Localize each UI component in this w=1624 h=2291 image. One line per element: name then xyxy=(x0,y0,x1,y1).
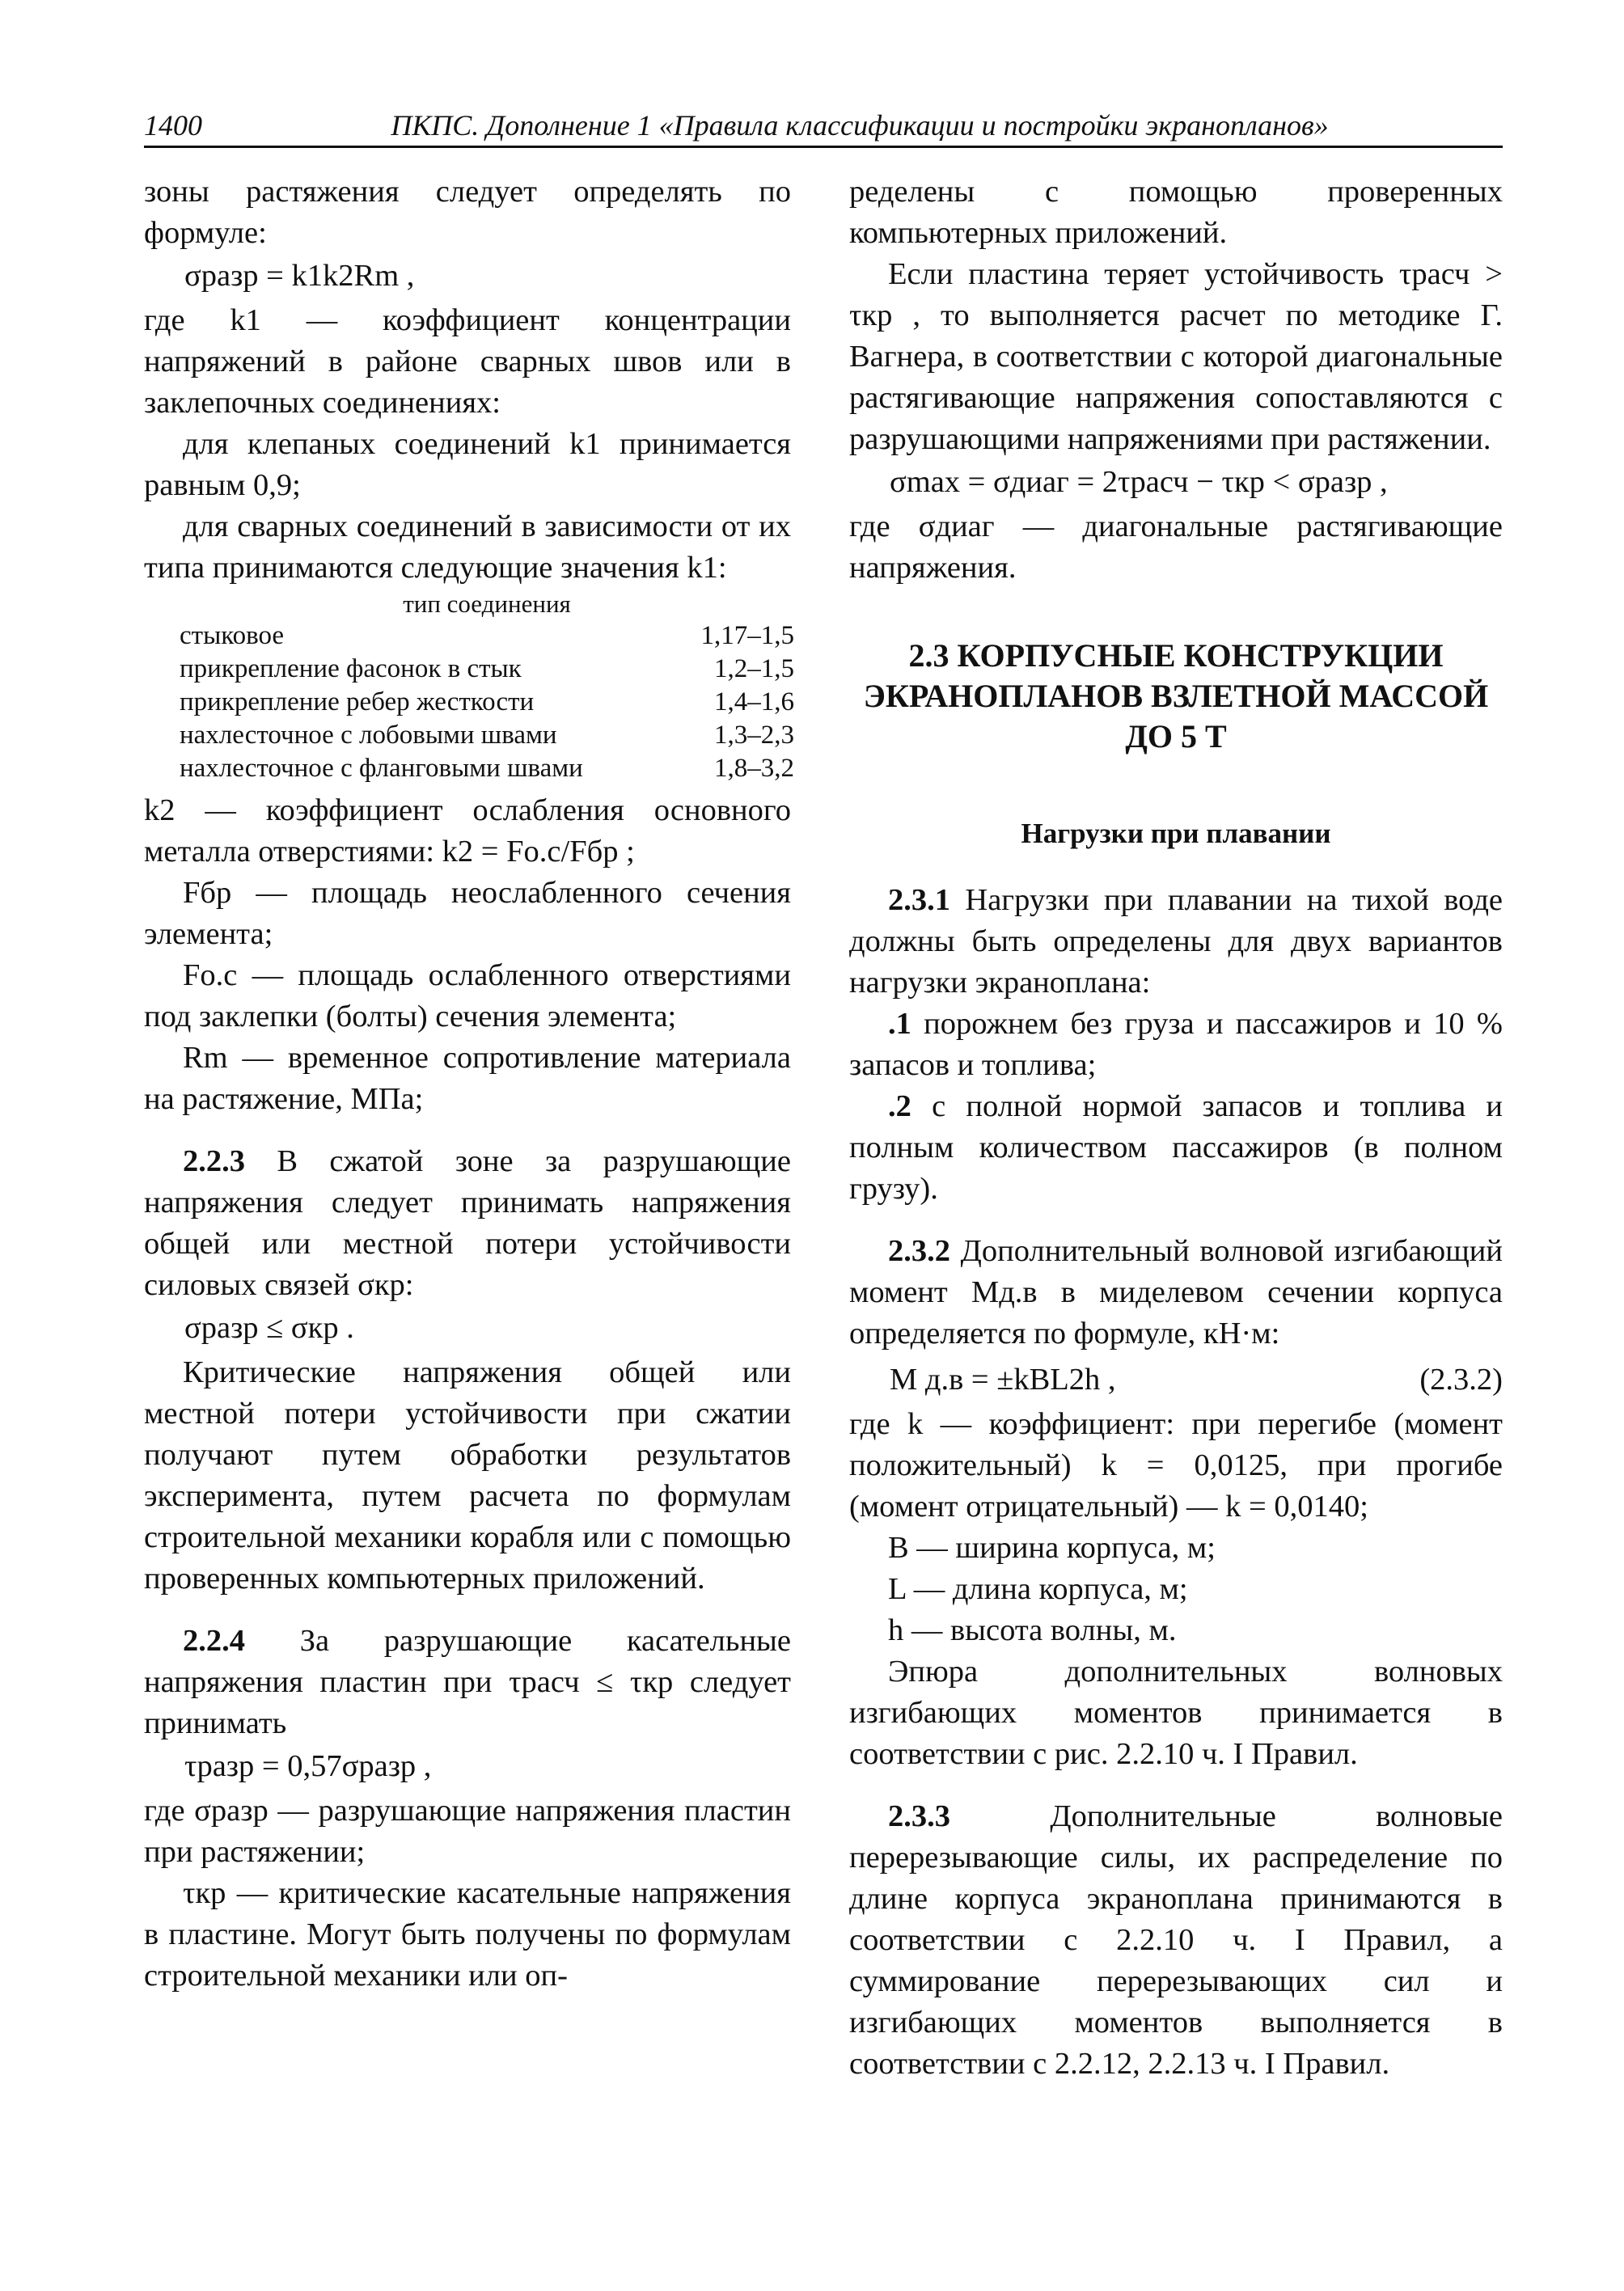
clause-2-3-2 xyxy=(849,1231,1503,1355)
clause-2-2-3 xyxy=(144,1141,791,1306)
joint-type-cell: стыковое xyxy=(180,621,285,650)
right-column xyxy=(849,171,1503,2085)
clause-number: 2.3.2 xyxy=(888,1234,950,1268)
formula-bending-moment xyxy=(849,1359,1503,1401)
clause-text: В сжатой зоне за разрушающие напряжения следует принимать напряжения общей или местной потери устойчивости силовых связей σкр: xyxy=(144,1144,791,1302)
section-title: 2.3 КОРПУСНЫЕ КОНСТРУКЦИИ ЭКРАНОПЛАНОВ ВЗЛЕТНОЙ МАССОЙ ДО 5 Т xyxy=(863,637,1489,755)
paragraph-moment-diagram: Эпюра дополнительных волновых изгибающих моментов принимается в соответствии с рис. 2.2.10 ч. I Правил. xyxy=(849,1655,1503,1771)
item-text: порожнем без груза и пассажиров и 10 % запасов и топлива; xyxy=(849,1007,1503,1082)
table-row xyxy=(180,719,794,752)
paragraph-rm-definition: Rm — временное сопротивление материала на растяжение, МПа; xyxy=(144,1041,791,1116)
item-number: .1 xyxy=(888,1007,911,1041)
formula-sigma-max: σmax = σдиаг = 2τрасч − τкр < σразр , xyxy=(890,465,1388,499)
paragraph-l-definition: L — длина корпуса, м; xyxy=(888,1572,1188,1606)
clause-text: Дополнительный волновой изгибающий момент Mд.в в миделевом сечении корпуса определяется по формуле, кН·м: xyxy=(849,1234,1503,1351)
paragraph-fbr-definition: Fбр — площадь неослабленного сечения элемента; xyxy=(144,876,791,951)
formula-expression: M д.в = ±kBL2h , xyxy=(890,1363,1116,1397)
clause-number: 2.3.1 xyxy=(888,883,950,917)
k1-value-cell: 1,3–2,3 xyxy=(714,721,794,750)
table-row xyxy=(180,686,794,719)
left-column xyxy=(144,171,794,1997)
table-row xyxy=(180,653,794,686)
clause-text: Нагрузки при плавании на тихой воде должны быть определены для двух вариантов нагрузки экраноплана: xyxy=(849,883,1503,1000)
formula-sigma-razr: σразр = k1k2Rm , xyxy=(184,259,415,293)
paragraph-k1-definition: где k1 — коэффициент концентрации напряжений в районе сварных швов или в заклепочных соединениях: xyxy=(144,303,791,420)
paragraph-sigma-diag-definition: где σдиаг — диагональные растягивающие напряжения. xyxy=(849,509,1503,585)
k1-value-cell: 1,17–1,5 xyxy=(700,621,794,650)
formula-sigma-kr: σразр ≤ σкр . xyxy=(184,1311,354,1345)
k1-value-cell: 1,2–1,5 xyxy=(714,654,794,683)
table-caption: тип соединения xyxy=(403,590,571,618)
paragraph-riveted-joints: для клепаных соединений k1 принимается равным 0,9; xyxy=(144,427,791,502)
table-row xyxy=(180,619,794,653)
paragraph-k2-definition: k2 — коэффициент ослабления основного металла отверстиями: k2 = Fо.с/Fбр ; xyxy=(144,793,791,869)
joint-type-cell: нахлесточное с фланговыми швами xyxy=(180,754,583,783)
clause-2-3-3 xyxy=(849,1796,1503,2085)
subsection-title: Нагрузки при плавании xyxy=(1021,818,1331,849)
item-number: .2 xyxy=(888,1089,911,1123)
paragraph-foc-definition: Fо.с — площадь ослабленного отверстиями под заклепки (болты) сечения элемента; xyxy=(144,958,791,1033)
joint-type-table xyxy=(180,589,794,785)
table-row xyxy=(180,752,794,785)
paragraph-critical-stresses: Критические напряжения общей или местной потери устойчивости при сжатии получают путем обработки результатов эксперимента, путем расчета по формулам строительной механики корабля или с помощью проверенных компьютерных приложений. xyxy=(144,1355,791,1596)
running-header xyxy=(144,102,1503,148)
clause-number: 2.2.3 xyxy=(183,1144,245,1178)
page-number: 1400 xyxy=(144,109,202,142)
paragraph-tau-kr-definition: τкр — критические касательные напряжения в пластине. Могут быть получены по формулам строительной механики или оп- xyxy=(144,1876,791,1993)
paragraph-welded-joints: для сварных соединений в зависимости от их типа принимаются следующие значения k1: xyxy=(144,509,791,585)
clause-2-2-4 xyxy=(144,1621,791,1744)
paragraph-b-definition: B — ширина корпуса, м; xyxy=(888,1531,1216,1565)
item-text: с полной нормой запасов и топлива и полным количеством пассажиров (в полном грузу). xyxy=(849,1089,1503,1206)
formula-number: (2.3.2) xyxy=(1419,1363,1503,1397)
k1-value-cell: 1,4–1,6 xyxy=(714,687,794,716)
paragraph-h-definition: h — высота волны, м. xyxy=(888,1613,1177,1647)
clause-number: 2.2.4 xyxy=(183,1624,245,1658)
paragraph-wagner-method: Если пластина теряет устойчивость τрасч > τкр , то выполняется расчет по методике Г. Вагнера, в соответствии с которой диагональные растягивающие напряжения сопоставляются с разрушающими напряжениями при растяжении. xyxy=(849,257,1503,456)
paragraph-tension-zone: зоны растяжения следует определять по формуле: xyxy=(144,175,791,250)
joint-type-cell: прикрепление ребер жесткости xyxy=(180,687,535,716)
clause-text: Дополнительные волновые перерезывающие силы, их распределение по длине корпуса экраноплана принимаются в соответствии с 2.2.10 ч. I Правил, а суммирование перерезывающих сил и изгибающих моментов выполняется в соответствии с 2.2.12, 2.2.13 ч. I Правил. xyxy=(849,1799,1503,2081)
paragraph-continued: ределены с помощью проверенных компьютерных приложений. xyxy=(849,175,1503,250)
list-item-2 xyxy=(849,1086,1503,1210)
k1-value-cell: 1,8–3,2 xyxy=(714,754,794,783)
clause-2-3-1 xyxy=(849,880,1503,1004)
list-item-1 xyxy=(849,1004,1503,1086)
joint-type-cell: прикрепление фасонок в стык xyxy=(180,654,522,683)
paragraph-sigma-razr-definition: где σразр — разрушающие напряжения пластин при растяжении; xyxy=(144,1794,791,1869)
joint-type-cell: нахлесточное с лобовыми швами xyxy=(180,721,557,750)
paragraph-k-coefficient: где k — коэффициент: при перегибе (момент положительный) k = 0,0125, при прогибе (момент отрицательный) — k = 0,0140; xyxy=(849,1407,1503,1524)
clause-text: За разрушающие касательные напряжения пластин при τрасч ≤ τкр следует принимать xyxy=(144,1624,791,1740)
clause-number: 2.3.3 xyxy=(888,1799,950,1833)
formula-tau-razr: τразр = 0,57σразр , xyxy=(184,1749,432,1783)
running-title: ПКПС. Дополнение 1 «Правила классификации и постройки экранопланов» xyxy=(391,109,1329,142)
